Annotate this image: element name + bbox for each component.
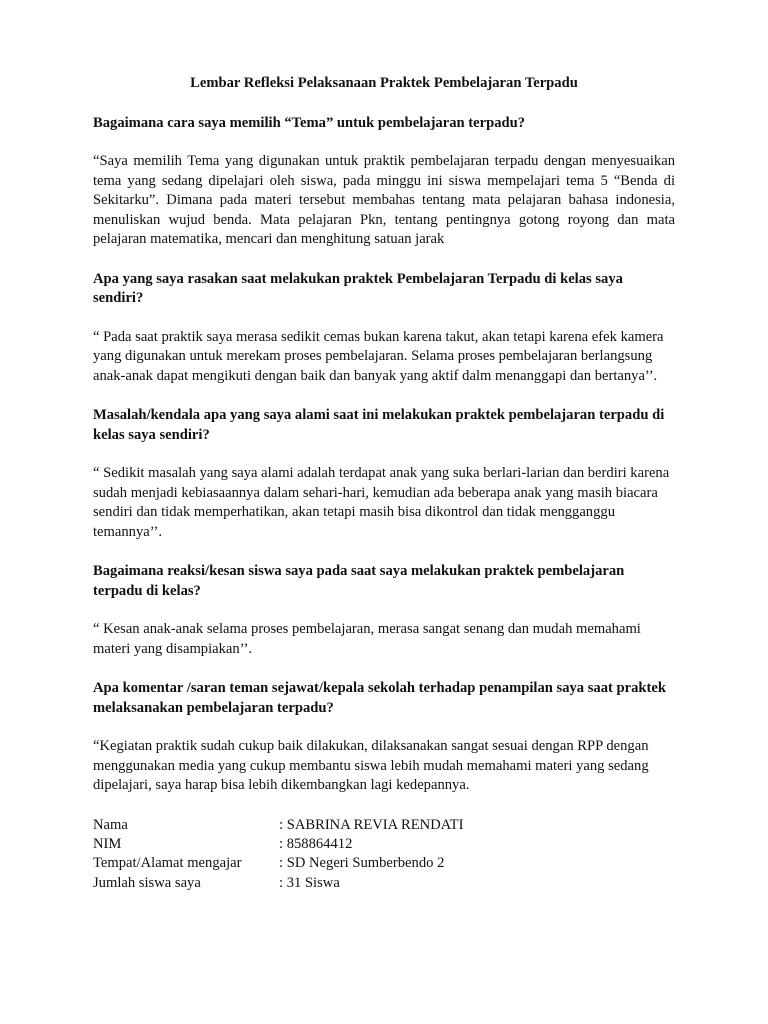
question-1: Bagaimana cara saya memilih “Tema” untuk pembelajaran terpadu? (93, 114, 526, 131)
answer-3: “ Sedikit masalah yang saya alami adalah terdapat anak yang suka berlari-larian dan berdiri karena sudah menjadi kebiasaannya dalam sehari-hari, kemudian ada beberapa anak yang masih biacara sendiri dan tidak memperhatikan, akan tetapi masih bisa dikontrol dan tidak mengganggu temannya’’. (93, 465, 670, 540)
section-4 (93, 562, 675, 659)
question-3: Masalah/kendala apa yang saya alami saat ini melakukan praktek pembelajaran terpadu di kelas saya sendiri? (93, 407, 665, 443)
section-5 (93, 679, 675, 796)
answer-4: “ Kesan anak-anak selama proses pembelajaran, merasa sangat senang dan mudah memahami materi yang disampiakan’’. (93, 621, 641, 657)
info-label: Jumlah siswa saya (93, 874, 201, 891)
info-row-students (93, 874, 675, 893)
question-5: Apa komentar /saran teman sejawat/kepala sekolah terhadap penampilan saya saat praktek melaksanakan pembelajaran terpadu? (93, 680, 666, 716)
answer-2: “ Pada saat praktik saya merasa sedikit cemas bukan karena takut, akan tetapi karena efek kamera yang digunakan untuk merekam proses pembelajaran. Selama proses pembelajaran berlangsung anak-anak dapat mengikuti dengan baik dan banyak yang aktif dalm menanggapi dan bertanya’’. (93, 328, 664, 384)
info-label: Tempat/Alamat mengajar (93, 855, 242, 872)
document-page (93, 74, 675, 893)
info-row-school (93, 854, 675, 873)
question-4: Bagaimana reaksi/kesan siswa saya pada saat saya melakukan praktek pembelajaran terpadu di kelas? (93, 563, 625, 599)
info-label: NIM (93, 835, 122, 852)
section-1 (93, 114, 675, 250)
info-row-name (93, 816, 675, 835)
section-2 (93, 270, 675, 387)
info-value: : SD Negeri Sumberbendo 2 (279, 855, 445, 872)
answer-1: “Saya memilih Tema yang digunakan untuk praktik pembelajaran terpadu dengan menyesuaikan tema yang sedang dipelajari oleh siswa, pada minggu ini siswa mempelajari tema 5 “Benda di Sekitarku”. Dimana pada materi tersebut membahas tentang mata pelajaran bahasa indonesia, menuliskan wujud benda. Mata pelajaran Pkn, tentang pentingnya gotong royong dan mata pelajaran matematika, mencari dan menghitung satuan jarak (93, 153, 675, 247)
question-2: Apa yang saya rasakan saat melakukan praktek Pembelajaran Terpadu di kelas saya sendiri? (93, 270, 623, 306)
info-value: : 858864412 (279, 835, 353, 852)
section-3 (93, 406, 675, 542)
answer-5: “Kegiatan praktik sudah cukup baik dilakukan, dilaksanakan sangat sesuai dengan RPP dengan menggunakan media yang cukup membantu siswa lebih mudah memahami materi yang sedang dipelajari, saya harap bisa lebih dikembangkan lagi kedepannya. (93, 738, 649, 793)
document-title: Lembar Refleksi Pelaksanaan Praktek Pembelajaran Terpadu (190, 75, 578, 91)
info-value: : 31 Siswa (279, 874, 340, 891)
info-label: Nama (93, 816, 128, 833)
info-row-nim (93, 835, 675, 854)
info-value: : SABRINA REVIA RENDATI (279, 816, 464, 833)
identity-info (93, 816, 675, 894)
